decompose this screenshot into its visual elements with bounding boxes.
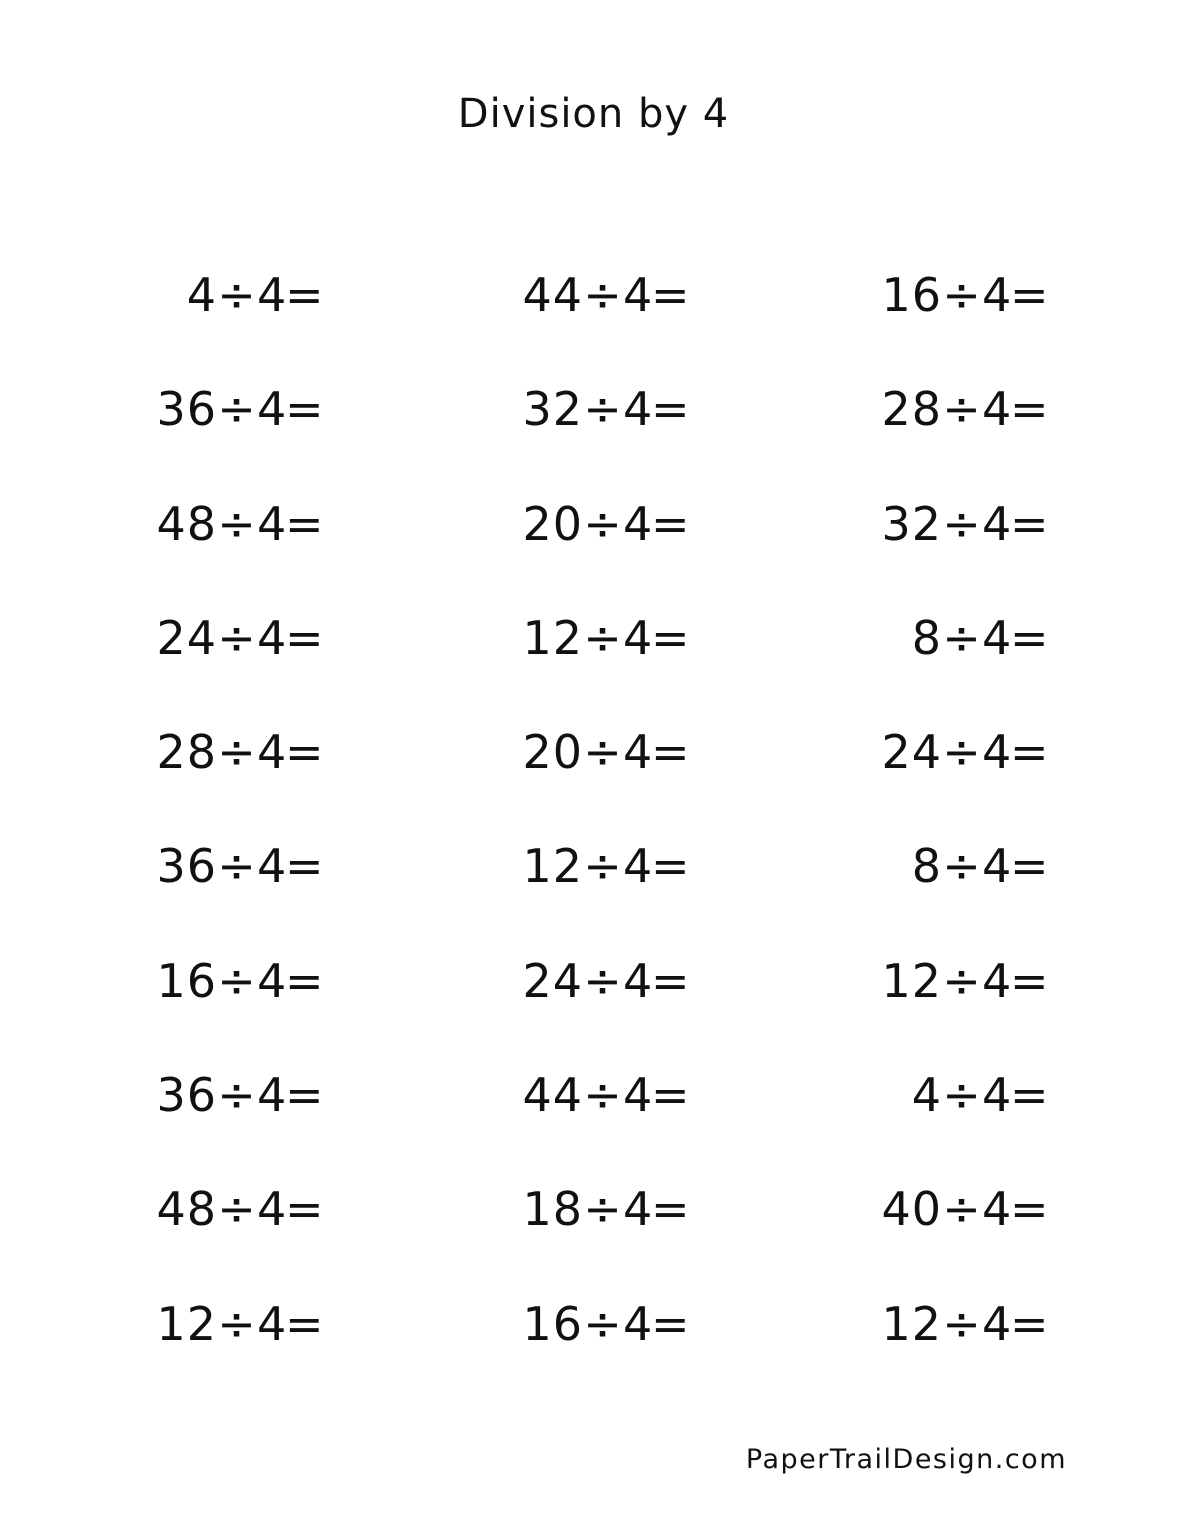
- divisor: 4: [623, 953, 654, 1008]
- divisor: 4: [623, 268, 654, 322]
- dividend: 48: [156, 1182, 217, 1237]
- equals-sign: =: [651, 953, 691, 1008]
- dividend: 20: [522, 725, 583, 780]
- division-sign: ÷: [942, 1068, 982, 1123]
- divisor: 4: [982, 382, 1013, 437]
- equals-sign: =: [651, 382, 691, 437]
- division-sign: ÷: [217, 725, 257, 780]
- divisor: 4: [257, 382, 288, 437]
- equals-sign: =: [651, 725, 691, 780]
- problem-row: [0, 1291, 1187, 1405]
- equals-sign: =: [1010, 1182, 1050, 1237]
- division-sign: ÷: [583, 610, 623, 665]
- dividend: 44: [522, 1068, 583, 1123]
- dividend: 28: [156, 725, 217, 780]
- divisor: 4: [623, 382, 654, 437]
- dividend: 12: [522, 610, 583, 665]
- dividend: 32: [522, 382, 583, 437]
- division-sign: ÷: [942, 382, 982, 437]
- division-sign: ÷: [942, 953, 982, 1008]
- division-problem: [155, 605, 325, 671]
- dividend: 18: [522, 1182, 583, 1237]
- dividend: 40: [881, 1182, 942, 1237]
- division-sign: ÷: [942, 725, 982, 780]
- division-sign: ÷: [217, 1296, 257, 1351]
- division-problem: [880, 605, 1050, 671]
- dividend: 24: [522, 953, 583, 1008]
- division-sign: ÷: [217, 268, 257, 322]
- division-sign: ÷: [583, 1296, 623, 1351]
- division-problem: [880, 948, 1050, 1014]
- dividend: 8: [911, 839, 942, 894]
- division-sign: ÷: [583, 839, 623, 894]
- divisor: 4: [257, 839, 288, 894]
- dividend: 24: [881, 725, 942, 780]
- dividend: 12: [156, 1296, 217, 1351]
- dividend: 8: [911, 610, 942, 665]
- division-sign: ÷: [583, 953, 623, 1008]
- divisor: 4: [623, 1296, 654, 1351]
- problem-row: [0, 719, 1187, 833]
- dividend: 20: [522, 496, 583, 551]
- division-sign: ÷: [217, 953, 257, 1008]
- divisor: 4: [257, 953, 288, 1008]
- dividend: 12: [522, 839, 583, 894]
- equals-sign: =: [651, 610, 691, 665]
- division-sign: ÷: [217, 382, 257, 437]
- division-problem: [155, 1176, 325, 1242]
- division-sign: ÷: [583, 1068, 623, 1123]
- division-problem: [880, 376, 1050, 442]
- equals-sign: =: [1010, 1296, 1050, 1351]
- divisor: 4: [257, 1182, 288, 1237]
- worksheet-title: Division by 4: [457, 91, 730, 137]
- equals-sign: =: [1010, 839, 1050, 894]
- equals-sign: =: [1010, 268, 1050, 322]
- problem-row: [0, 262, 1187, 376]
- dividend: 32: [881, 496, 942, 551]
- dividend: 36: [156, 382, 217, 437]
- equals-sign: =: [285, 725, 325, 780]
- division-sign: ÷: [217, 496, 257, 551]
- division-problem: [155, 719, 325, 785]
- divisor: 4: [623, 1068, 654, 1123]
- divisor: 4: [982, 610, 1013, 665]
- division-problem: [521, 719, 691, 785]
- divisor: 4: [623, 839, 654, 894]
- problem-grid: [0, 262, 1187, 1405]
- divisor: 4: [257, 1296, 288, 1351]
- division-problem: [521, 948, 691, 1014]
- divisor: 4: [257, 725, 288, 780]
- dividend: 36: [156, 1068, 217, 1123]
- divisor: 4: [982, 268, 1013, 322]
- division-sign: ÷: [217, 610, 257, 665]
- divisor: 4: [623, 496, 654, 551]
- dividend: 12: [881, 953, 942, 1008]
- equals-sign: =: [1010, 953, 1050, 1008]
- division-sign: ÷: [217, 839, 257, 894]
- division-problem: [521, 262, 691, 328]
- division-problem: [880, 719, 1050, 785]
- division-sign: ÷: [583, 1182, 623, 1237]
- division-problem: [155, 1291, 325, 1357]
- division-problem: [521, 1176, 691, 1242]
- equals-sign: =: [1010, 725, 1050, 780]
- divisor: 4: [257, 1068, 288, 1123]
- problem-row: [0, 376, 1187, 490]
- division-problem: [155, 376, 325, 442]
- division-sign: ÷: [942, 268, 982, 322]
- division-problem: [155, 1062, 325, 1128]
- problem-row: [0, 1176, 1187, 1290]
- dividend: 16: [156, 953, 217, 1008]
- division-sign: ÷: [583, 496, 623, 551]
- dividend: 12: [881, 1296, 942, 1351]
- equals-sign: =: [285, 1068, 325, 1123]
- divisor: 4: [982, 953, 1013, 1008]
- dividend: 24: [156, 610, 217, 665]
- division-sign: ÷: [583, 725, 623, 780]
- division-problem: [521, 1062, 691, 1128]
- equals-sign: =: [285, 1296, 325, 1351]
- equals-sign: =: [651, 1068, 691, 1123]
- division-sign: ÷: [942, 839, 982, 894]
- division-problem: [521, 491, 691, 557]
- equals-sign: =: [285, 839, 325, 894]
- division-problem: [521, 1291, 691, 1357]
- dividend: 36: [156, 839, 217, 894]
- problem-row: [0, 605, 1187, 719]
- division-problem: [155, 948, 325, 1014]
- equals-sign: =: [1010, 382, 1050, 437]
- dividend: 16: [881, 268, 942, 322]
- equals-sign: =: [651, 268, 691, 322]
- division-sign: ÷: [942, 1182, 982, 1237]
- division-sign: ÷: [942, 496, 982, 551]
- equals-sign: =: [285, 1182, 325, 1237]
- problem-row: [0, 1062, 1187, 1176]
- dividend: 4: [186, 268, 217, 322]
- equals-sign: =: [1010, 610, 1050, 665]
- division-sign: ÷: [942, 610, 982, 665]
- equals-sign: =: [651, 839, 691, 894]
- divisor: 4: [982, 1182, 1013, 1237]
- dividend: 48: [156, 496, 217, 551]
- footer-website: PaperTrailDesign.com: [745, 1444, 1067, 1475]
- dividend: 4: [911, 1068, 942, 1123]
- divisor: 4: [257, 496, 288, 551]
- problem-row: [0, 833, 1187, 947]
- division-sign: ÷: [942, 1296, 982, 1351]
- division-sign: ÷: [217, 1182, 257, 1237]
- divisor: 4: [257, 610, 288, 665]
- divisor: 4: [982, 496, 1013, 551]
- equals-sign: =: [285, 496, 325, 551]
- division-problem: [521, 376, 691, 442]
- division-problem: [880, 491, 1050, 557]
- division-problem: [155, 262, 325, 328]
- equals-sign: =: [285, 953, 325, 1008]
- division-problem: [155, 833, 325, 899]
- equals-sign: =: [1010, 496, 1050, 551]
- equals-sign: =: [651, 1296, 691, 1351]
- equals-sign: =: [651, 496, 691, 551]
- divisor: 4: [623, 610, 654, 665]
- divisor: 4: [982, 839, 1013, 894]
- divisor: 4: [623, 1182, 654, 1237]
- division-problem: [521, 833, 691, 899]
- divisor: 4: [982, 725, 1013, 780]
- problem-row: [0, 491, 1187, 605]
- division-problem: [880, 1176, 1050, 1242]
- dividend: 16: [522, 1296, 583, 1351]
- divisor: 4: [982, 1068, 1013, 1123]
- divisor: 4: [982, 1296, 1013, 1351]
- division-problem: [880, 1062, 1050, 1128]
- divisor: 4: [257, 268, 288, 322]
- equals-sign: =: [285, 382, 325, 437]
- division-sign: ÷: [583, 382, 623, 437]
- division-problem: [880, 833, 1050, 899]
- division-problem: [880, 262, 1050, 328]
- division-sign: ÷: [217, 1068, 257, 1123]
- division-sign: ÷: [583, 268, 623, 322]
- equals-sign: =: [285, 268, 325, 322]
- problem-row: [0, 948, 1187, 1062]
- divisor: 4: [623, 725, 654, 780]
- dividend: 28: [881, 382, 942, 437]
- equals-sign: =: [285, 610, 325, 665]
- division-problem: [155, 491, 325, 557]
- equals-sign: =: [1010, 1068, 1050, 1123]
- equals-sign: =: [651, 1182, 691, 1237]
- dividend: 44: [522, 268, 583, 322]
- division-problem: [521, 605, 691, 671]
- division-problem: [880, 1291, 1050, 1357]
